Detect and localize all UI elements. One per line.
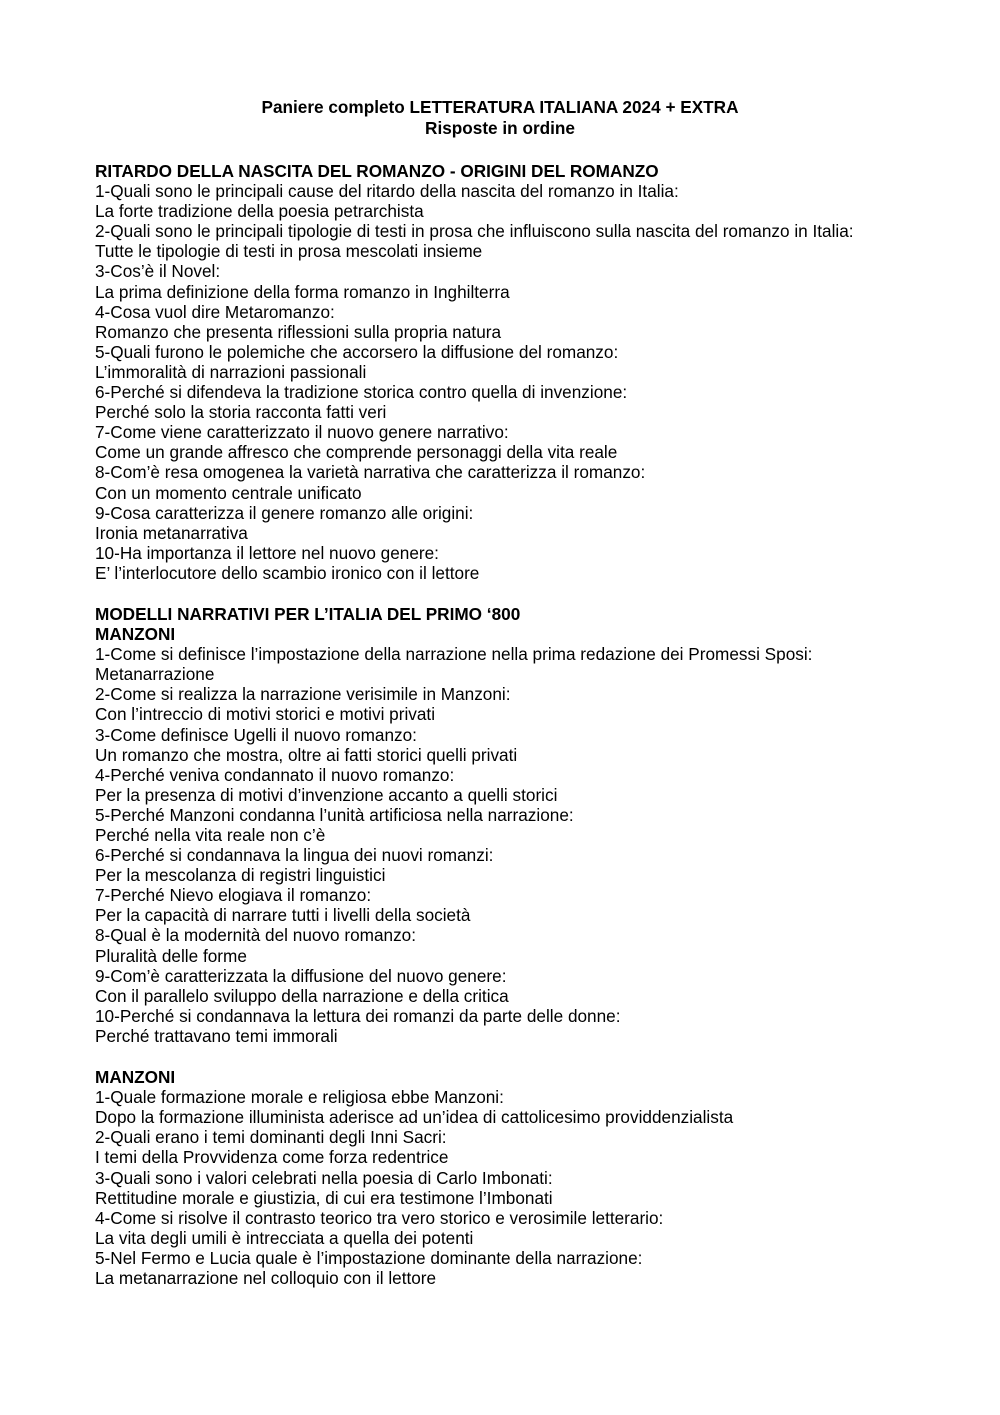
question-line: 7-Perché Nievo elogiava il romanzo:: [95, 885, 372, 906]
question-line: 1-Quali sono le principali cause del ritardo della nascita del romanzo in Italia:: [95, 181, 679, 202]
question-line: 1-Quale formazione morale e religiosa ebbe Manzoni:: [95, 1087, 504, 1108]
answer-line: I temi della Provvidenza come forza redentrice: [95, 1147, 449, 1168]
question-line: 3-Quali sono i valori celebrati nella poesia di Carlo Imbonati:: [95, 1167, 553, 1188]
section-title: MODELLI NARRATIVI PER L’ITALIA DEL PRIMO ‘800: [95, 603, 521, 624]
question-line: 2-Quali erano i temi dominanti degli Inni Sacri:: [95, 1127, 447, 1148]
question-line: 5-Quali furono le polemiche che accorsero la diffusione del romanzo:: [95, 341, 619, 362]
answer-line: Perché nella vita reale non c’è: [95, 825, 326, 845]
question-line: 5-Nel Fermo e Lucia quale è l’impostazione dominante della narrazione:: [95, 1247, 643, 1268]
answer-line: Rettitudine morale e giustizia, di cui era testimone l’Imbonati: [95, 1187, 553, 1208]
question-line: 6-Perché si condannava la lingua dei nuovi romanzi:: [95, 845, 494, 866]
answer-line: Con un momento centrale unificato: [95, 482, 362, 503]
answer-line: La metanarrazione nel colloquio con il lettore: [95, 1267, 437, 1288]
question-line: 9-Cosa caratterizza il genere romanzo alle origini:: [95, 502, 474, 523]
answer-line: Metanarrazione: [95, 664, 215, 685]
answer-line: L’immoralità di narrazioni passionali: [95, 361, 367, 382]
question-line: 3-Come definisce Ugelli il nuovo romanzo:: [95, 724, 417, 745]
question-line: 10-Perché si condannava la lettura dei romanzi da parte delle donne:: [95, 1005, 621, 1026]
question-line: 5-Perché Manzoni condanna l’unità artificiosa nella narrazione:: [95, 804, 574, 825]
question-line: 8-Com’è resa omogenea la varietà narrativa che caratterizza il romanzo:: [95, 462, 646, 483]
section-subtitle: MANZONI: [95, 624, 176, 645]
answer-line: Un romanzo che mostra, oltre ai fatti storici quelli privati: [95, 744, 518, 765]
answer-line: Per la capacità di narrare tutti i livelli della società: [95, 905, 471, 926]
document-title: Paniere completo LETTERATURA ITALIANA 2024 + EXTRA: [261, 97, 739, 117]
answer-line: Romanzo che presenta riflessioni sulla propria natura: [95, 321, 502, 342]
section: [95, 161, 895, 583]
section: [95, 1067, 895, 1288]
question-line: 4-Perché veniva condannato il nuovo romanzo:: [95, 764, 455, 785]
answer-line: Come un grande affresco che comprende personaggi della vita reale: [95, 442, 618, 463]
section-title: MANZONI: [95, 1067, 176, 1088]
question-line: 8-Qual è la modernità del nuovo romanzo:: [95, 925, 417, 946]
document-subtitle: Risposte in ordine: [425, 118, 575, 138]
question-line: 2-Come si realizza la narrazione verisimile in Manzoni:: [95, 684, 511, 705]
section-spacer: [95, 583, 895, 604]
answer-line: Ironia metanarrativa: [95, 522, 248, 543]
answer-line: La vita degli umili è intrecciata a quella dei potenti: [95, 1227, 474, 1248]
answer-line: Perché trattavano temi immorali: [95, 1025, 338, 1046]
answer-line: Perché solo la storia racconta fatti veri: [95, 402, 387, 423]
answer-line: Tutte le tipologie di testi in prosa mescolati insieme: [95, 241, 483, 262]
answer-line: Dopo la formazione illuminista aderisce ad un’idea di cattolicesimo providdenzialista: [95, 1107, 734, 1128]
answer-line: Con l’intreccio di motivi storici e motivi privati: [95, 704, 436, 725]
question-line: 4-Cosa vuol dire Metaromanzo:: [95, 301, 335, 322]
question-line: 1-Come si definisce l’impostazione della narrazione nella prima redazione dei Promessi Sposi:: [95, 644, 813, 665]
question-line: 9-Com’è caratterizzata la diffusione del nuovo genere:: [95, 965, 507, 986]
section-spacer: [95, 1046, 895, 1067]
question-line: 7-Come viene caratterizzato il nuovo genere narrativo:: [95, 422, 509, 443]
question-line: 2-Quali sono le principali tipologie di testi in prosa che influiscono sulla nascita del romanzo in Italia:: [95, 221, 854, 242]
question-line: 4-Come si risolve il contrasto teorico tra vero storico e verosimile letterario:: [95, 1207, 664, 1228]
answer-line: Con il parallelo sviluppo della narrazione e della critica: [95, 985, 509, 1006]
answer-line: E’ l’interlocutore dello scambio ironico con il lettore: [95, 562, 480, 583]
answer-line: La prima definizione della forma romanzo in Inghilterra: [95, 281, 510, 302]
answer-line: Per la presenza di motivi d’invenzione accanto a quelli storici: [95, 784, 558, 805]
answer-line: La forte tradizione della poesia petrarchista: [95, 201, 424, 222]
document-header: [0, 97, 1000, 139]
section-title: RITARDO DELLA NASCITA DEL ROMANZO - ORIGINI DEL ROMANZO: [95, 161, 659, 181]
answer-line: Per la mescolanza di registri linguistici: [95, 865, 386, 886]
question-line: 10-Ha importanza il lettore nel nuovo genere:: [95, 542, 439, 563]
answer-line: Pluralità delle forme: [95, 945, 247, 966]
section: [95, 604, 895, 1046]
document-body: [95, 161, 895, 1288]
question-line: 3-Cos’è il Novel:: [95, 261, 221, 282]
question-line: 6-Perché si difendeva la tradizione storica contro quella di invenzione:: [95, 382, 628, 403]
